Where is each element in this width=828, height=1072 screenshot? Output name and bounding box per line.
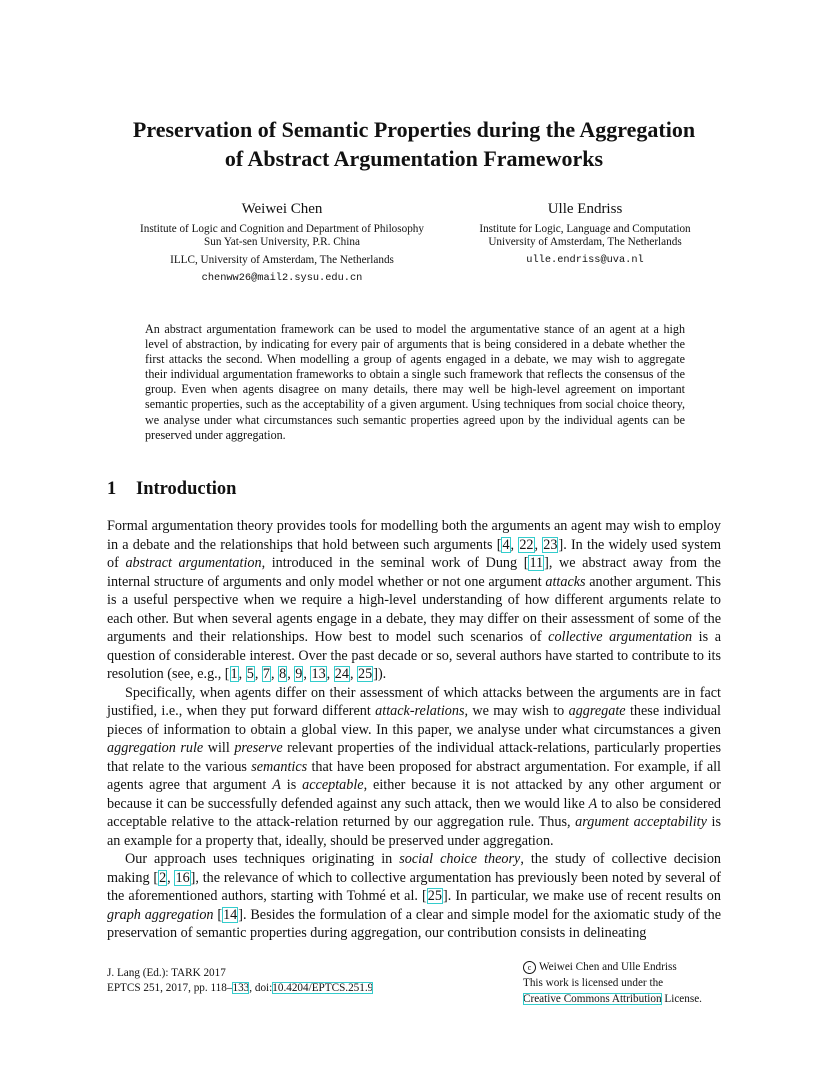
license-statement: This work is licensed under the — [523, 977, 664, 989]
citation-link[interactable]: 1 — [230, 666, 238, 682]
text-run: is a question of considerable interest. Over the past decade or so, several authors have started to contribute to its resolution (see, e.g., [ — [107, 629, 721, 682]
citation-link[interactable]: 11 — [529, 555, 544, 571]
author-name: Ulle Endriss — [547, 201, 623, 217]
paper-title — [60, 115, 768, 173]
citation-link[interactable]: 22 — [519, 536, 534, 553]
text-run: Formal argumentation theory provides tools for modelling both the arguments an agent may wish to employ in a debate and the relationships that hold between such arguments [ — [107, 518, 721, 553]
text-run: , either because it is not attacked by any other argument or because it can be successfully defended against any such attack, then we would like — [107, 777, 721, 812]
emphasis: acceptable — [302, 777, 364, 793]
last-page-link[interactable]: 133 — [232, 982, 250, 994]
emphasis: preserve — [234, 740, 283, 756]
citation-link[interactable]: 9 — [295, 666, 303, 682]
text-run: , — [167, 869, 175, 886]
citation-link[interactable]: 5 — [246, 666, 254, 682]
text-run: these individual pieces of information to obtain a global view. In this paper, we analyse under what circumstances a given — [107, 703, 721, 738]
text-run: , — [510, 536, 519, 553]
citation-link[interactable]: 13 — [311, 666, 326, 682]
text-run: , the study of collective decision making [ — [107, 851, 722, 886]
emphasis: social choice theory — [399, 851, 521, 867]
footer-editor: J. Lang (Ed.): TARK 2017 — [107, 967, 226, 979]
text-run: EPTCS 251, 2017, pp. 118– — [107, 982, 233, 994]
license-line — [523, 991, 702, 1007]
body-text — [107, 517, 721, 943]
text-run: , introduced in the seminal work of Dung [ — [261, 555, 529, 571]
abstract: An abstract argumentation framework can be used to model the argumentative stance of an agent at a high level of abstraction, by indicating for every pair of arguments that is being considered in a debate whether the first attacks the second. When modelling a group of agents engaged in a debate, we may wish to aggregate their individual argumentation frameworks to obtain a single such framework that reflects the consensus of the group. Even when agents disagree on many details, there may well be high-level agreement on important semantic properties, such as the acceptability of a given argument. Using techniques from social choice theory, we analyse under what circumstances such semantic properties agreed upon by the individual agents can be preserved under aggregation. — [145, 322, 685, 442]
text-run: ]. In the widely used system of — [107, 536, 722, 571]
paragraph — [107, 684, 721, 851]
text-run: ], we abstract away from the internal structure of arguments and only model whether or not one argument — [107, 555, 721, 590]
license-link[interactable]: Creative Commons Attribution — [523, 993, 662, 1005]
author-block-2 — [462, 200, 708, 267]
section-number: 1 — [107, 479, 117, 499]
author-affiliation: Institute for Logic, Language and Computation — [479, 223, 691, 235]
text-run: , we may wish to — [464, 703, 569, 719]
author-name: Weiwei Chen — [241, 201, 323, 217]
text-run: to also be considered acceptable relative to the attack-relation returned by our aggregation rule. Thus, — [107, 795, 722, 830]
text-run: [ — [213, 906, 223, 923]
text-run: another argument. This is a useful perspective when we require a high-level understanding of how different arguments relate to each other. But when several agents engage in a debate, they may differ on their assessment of some of the arguments and their relationships. How best to model such scenarios of — [107, 573, 721, 645]
emphasis: attacks — [545, 573, 586, 590]
text-run: , doi: — [249, 982, 273, 994]
citation-link[interactable]: 24 — [334, 666, 349, 682]
author-block-1 — [118, 200, 446, 285]
text-run: ]. In particular, we make use of recent results on — [442, 888, 721, 904]
citation-link[interactable]: 2 — [159, 869, 167, 886]
paragraph: Formal argumentation theory provides tools for modelling both the arguments an agent may wish to employ in a debate and the relationships that hold between such arguments [4, 22, 23]. In the widely used system of abstract argumentation, introduced in the seminal work of Dung [11], we abstract away from the internal structure of arguments and only model whether or not one argument attacks another argument. This is a useful perspective when we require a high-level understanding of how different arguments relate to each other. But when several agents engage in a debate, they may differ on their assessment of some of the arguments and their relationships. How best to model such scenarios of collective argumentation is a question of considerable interest. Over the past decade or so, several authors have started to contribute to its resolution (see, e.g., [1, 5, 7, 8, 9, 13, 24, 25]). — [107, 518, 722, 682]
citation-link[interactable]: 4 — [502, 536, 510, 553]
author-affiliation: University of Amsterdam, The Netherlands — [488, 236, 682, 248]
paragraph — [107, 850, 721, 943]
footer-series — [107, 981, 373, 996]
emphasis: argument acceptability — [575, 814, 707, 830]
section-heading — [107, 479, 236, 500]
emphasis: aggregation rule — [107, 740, 204, 756]
author-email: chenww26@mail2.sysu.edu.cn — [201, 272, 363, 284]
title-line-2: of Abstract Argumentation Frameworks — [224, 146, 604, 171]
emphasis: graph aggregation — [107, 906, 214, 923]
text-run: ]. Besides the formulation of a clear and simple model for the axiomatic study of the preservation of semantic properties during aggregation, our contribution consists in delineating — [107, 906, 722, 941]
text-run: is an example for a property that, ideally, should be preserved under aggregation. — [107, 814, 721, 849]
text-run: is — [280, 777, 303, 793]
citation-link[interactable]: 23 — [543, 536, 558, 553]
author-affiliation: Institute of Logic and Cognition and Department of Philosophy — [140, 223, 424, 235]
copyright-holders: Weiwei Chen and Ulle Endriss — [539, 961, 677, 973]
text-run: that have been proposed for abstract argumentation. For example, if all agents agree that argument — [107, 758, 721, 793]
citation-link[interactable]: 25 — [427, 888, 442, 904]
author-affiliation: ILLC, University of Amsterdam, The Netherlands — [170, 254, 394, 266]
author-affiliation: Sun Yat-sen University, P.R. China — [204, 236, 360, 248]
text-run: License. — [661, 993, 702, 1005]
doi-link[interactable]: 10.4204/EPTCS.251.9 — [272, 982, 374, 994]
copyright-icon: c — [523, 961, 536, 974]
emphasis: aggregate — [568, 703, 626, 719]
section-title: Introduction — [136, 479, 237, 499]
text-run: , — [534, 536, 543, 553]
emphasis: A — [272, 777, 281, 793]
copyright-line — [523, 959, 702, 975]
text-run: Our approach uses techniques originating in — [125, 851, 400, 867]
footer-license — [523, 959, 702, 1007]
text-run: ], the relevance of which to collective argumentation has previously been noted by several of the aforementioned authors, starting with Tohmé et al. [ — [107, 869, 722, 904]
text-run: Specifically, when agents differ on their assessment of which attacks between the arguments are in fact justified, i.e., when they put forward different — [107, 684, 721, 719]
emphasis: semantics — [251, 758, 308, 775]
citation-link[interactable]: 14 — [223, 906, 238, 923]
title-line-1: Preservation of Semantic Properties during the Aggregation — [132, 117, 696, 142]
emphasis: attack-relations — [375, 703, 465, 719]
text-run: will — [203, 740, 235, 756]
footer-publication-info — [107, 966, 373, 996]
citation-link[interactable]: 7 — [262, 666, 270, 682]
emphasis: abstract argumentation — [125, 555, 262, 571]
text-run: ]). — [373, 666, 387, 682]
emphasis: collective argumentation — [548, 629, 693, 645]
emphasis: A — [588, 795, 598, 812]
citation-link[interactable]: 25 — [358, 666, 373, 682]
author-email: ulle.endriss@uva.nl — [526, 254, 644, 266]
citation-link[interactable]: 8 — [279, 666, 287, 682]
text-run: relevant properties of the individual attack-relations, particularly properties that relate to the various — [107, 740, 721, 775]
citation-link[interactable]: 16 — [175, 869, 190, 886]
